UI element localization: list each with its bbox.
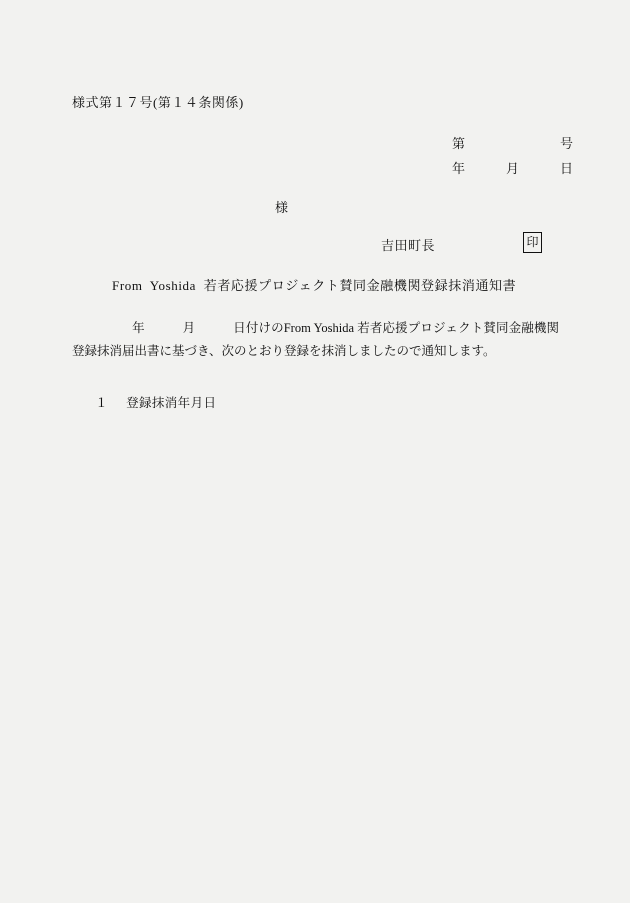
document-number-line: 第 号 <box>452 136 574 151</box>
paragraph-body: From Yoshida 若者応援プロジェクト賛同金融機関登録抹消届出書に基づき、次のとおり登録を抹消しましたので通知します。 <box>72 321 559 358</box>
notice-paragraph <box>72 317 559 363</box>
addressee-suffix: 様 <box>275 200 289 215</box>
form-number: 様式第１７号(第１４条関係) <box>72 95 244 110</box>
document-date-line: 年 月 日 <box>452 161 574 176</box>
list-item <box>74 378 216 426</box>
document-title: From Yoshida 若者応援プロジェクト賛同金融機関登録抹消通知書 <box>112 278 517 293</box>
paragraph-lead-date: 年 月 日付けの <box>132 321 284 335</box>
seal-stamp-box: 印 <box>523 232 542 253</box>
item-label: 登録抹消年月日 <box>126 396 217 410</box>
item-number: １ <box>95 396 109 410</box>
issuer-name: 吉田町長 <box>381 238 436 253</box>
